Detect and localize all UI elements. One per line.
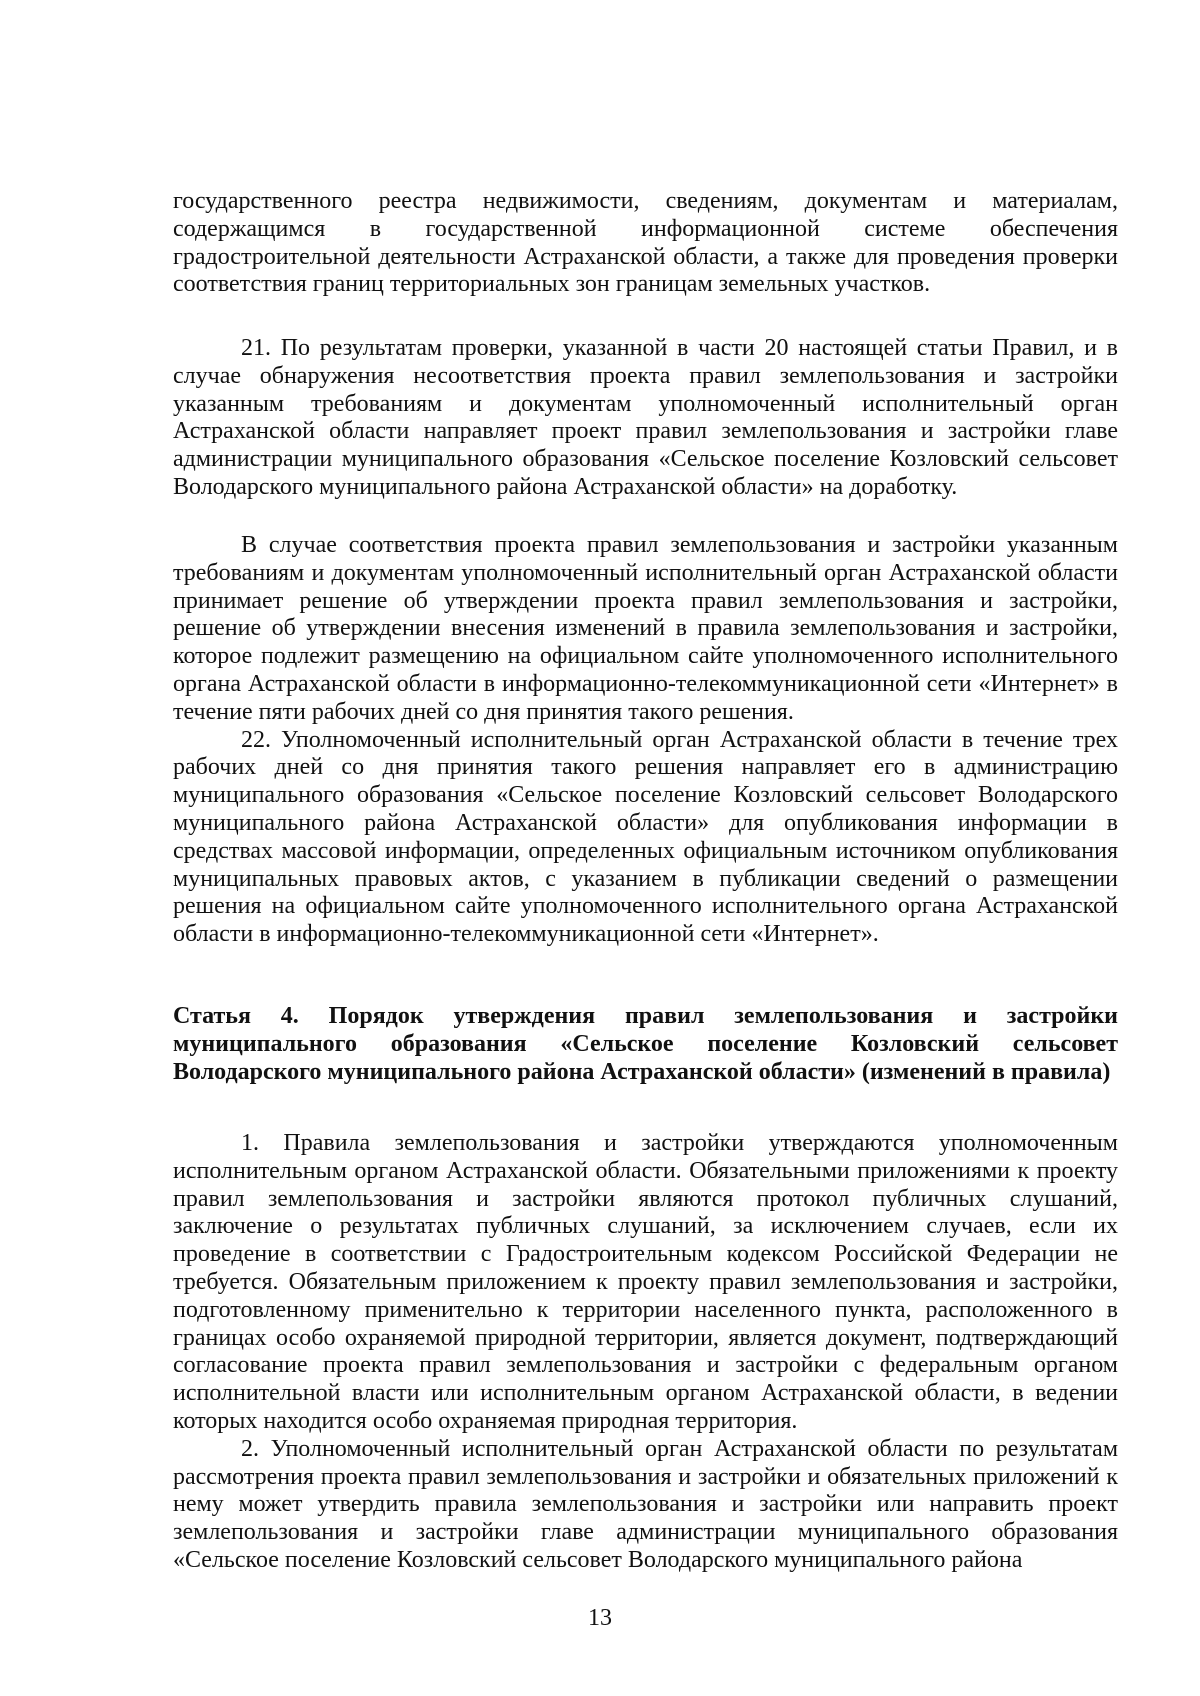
- article-4-heading: Статья 4. Порядок утверждения правил землепользования и застройки муниципального образования «Сельское поселение Козловский сельсовет Володарского муниципального района Астраханской области» (изменений в правила): [173, 1003, 1118, 1085]
- page-number: 13: [588, 1605, 612, 1631]
- paragraph-21-block: [173, 335, 1118, 502]
- paragraph-21-b-block: [173, 532, 1118, 949]
- article-4-body-block: [173, 1130, 1118, 1575]
- paragraph-continuation-block: [173, 188, 1118, 299]
- article-4-paragraph-2: 2. Уполномоченный исполнительный орган Астраханской области по результатам рассмотрения проекта правил землепользования и застройки и обязательных приложений к нему может утвердить правила землепользования и застройки или направить проект землепользования и застройки главе администрации муниципального образования «Сельское поселение Козловский сельсовет Володарского муниципального района: [173, 1435, 1118, 1573]
- paragraph-21: 21. По результатам проверки, указанной в части 20 настоящей статьи Правил, и в случае обнаружения несоответствия проекта правил землепользования и застройки указанным требованиям и документам уполномоченный исполнительный орган Астраханской области направляет проект правил землепользования и застройки главе администрации муниципального образования «Сельское поселение Козловский сельсовет Володарского муниципального района Астраханской области» на доработку.: [173, 335, 1118, 500]
- paragraph-22: 22. Уполномоченный исполнительный орган Астраханской области в течение трех рабочих дней со дня принятия такого решения направляет его в администрацию муниципального образования «Сельское поселение Козловский сельсовет Володарского муниципального района Астраханской области» для опубликования информации в средствах массовой информации, определенных официальным источником опубликования муниципальных правовых актов, с указанием в публикации сведений о размещении решения на официальном сайте уполномоченного исполнительного органа Астраханской области в информационно-телекоммуникационной сети «Интернет».: [173, 726, 1118, 948]
- article-4-paragraph-1: 1. Правила землепользования и застройки утверждаются уполномоченным исполнительным органом Астраханской области. Обязательными приложениями к проекту правил землепользования и застройки являются протокол публичных слушаний, заключение о результатах публичных слушаний, за исключением случаев, если их проведение в соответствии с Градостроительным кодексом Российской Федерации не требуется. Обязательным приложением к проекту правил землепользования и застройки, подготовленному применительно к территории населенного пункта, расположенного в границах особо охраняемой природной территории, является документ, подтверждающий согласование проекта правил землепользования и застройки с федеральным органом исполнительной власти или исполнительным органом Астраханской области, в ведении которых находится особо охраняемая природная территория.: [173, 1130, 1118, 1434]
- paragraph-continuation: государственного реестра недвижимости, сведениям, документам и материалам, содержащимся в государственной информационной системе обеспечения градостроительной деятельности Астраханской области, а также для проведения проверки соответствия границ территориальных зон границам земельных участков.: [173, 188, 1118, 298]
- article-4-heading-block: [173, 1003, 1118, 1086]
- paragraph-21-b: В случае соответствия проекта правил землепользования и застройки указанным требованиям и документам уполномоченный исполнительный орган Астраханской области принимает решение об утверждении проекта правил землепользования и застройки, решение об утверждении внесения изменений в правила землепользования и застройки, которое подлежит размещению на официальном сайте уполномоченного исполнительного органа Астраханской области в информационно-телекоммуникационной сети «Интернет» в течение пяти рабочих дней со дня принятия такого решения.: [173, 532, 1118, 725]
